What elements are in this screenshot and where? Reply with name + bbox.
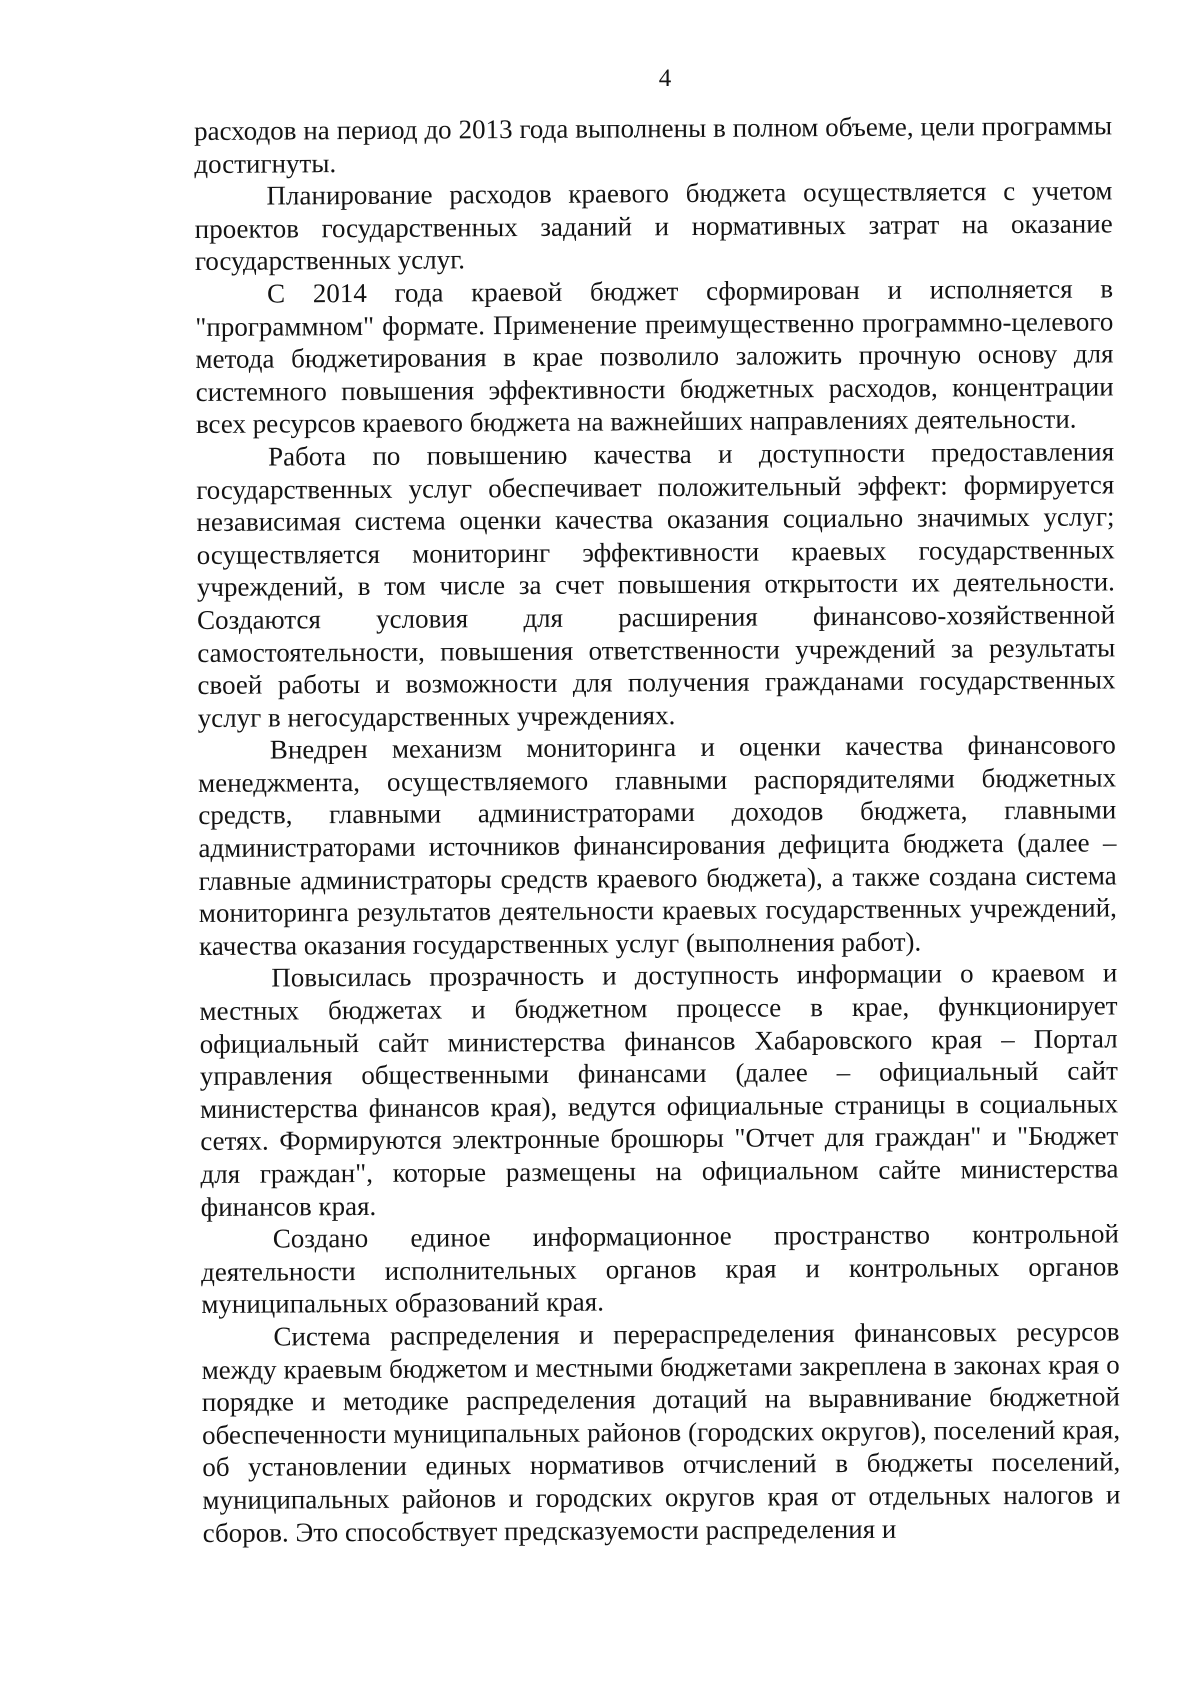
- paragraph-8: Система распределения и перераспределения финансовых ресурсов между краевым бюджетом и местными бюджетами закреплена в законах края о порядке и методике распределения дотаций на выравнивание бюджетной обеспеченности муниципальных районов (городских округов), поселений края, об установлении единых нормативов отчислений в бюджеты поселений, муниципальных районов и городских округов края от отдельных налогов и сборов. Это способствует предсказуемости распределения и: [201, 1316, 1121, 1548]
- paragraph-1: расходов на период до 2013 года выполнены в полном объеме, цели программы достигнуты.: [194, 110, 1113, 179]
- page-number: 4: [658, 65, 672, 92]
- paragraph-4: Работа по повышению качества и доступности предоставления государственных услуг обеспечивает положительный эффект: формируется независимая система оценки качества оказания социально значимых услуг; осуществляется мониторинг эффективности краевых государственных учреждений, в том числе за счет повышения открытости их деятельности. Создаются условия для расширения финансово-хозяйственной самостоятельности, повышения ответственности учреждений за результаты своей работы и возможности для получения гражданами государственных услуг в негосударственных учреждениях.: [196, 436, 1116, 733]
- paragraph-5: Внедрен механизм мониторинга и оценки качества финансового менеджмента, осуществляемого главными распорядителями бюджетных средств, главными администраторами доходов бюджета, главными администраторами источников финансирования дефицита бюджета (далее – главные администраторы средств краевого бюджета), а также создана система мониторинга результатов деятельности краевых государственных учреждений, качества оказания государственных услуг (выполнения работ).: [197, 729, 1117, 961]
- paragraph-7: Создано единое информационное пространство контрольной деятельности исполнительных органов края и контрольных органов муниципальных образований края.: [200, 1218, 1120, 1320]
- paragraph-3: С 2014 года краевой бюджет сформирован и исполняется в "программном" формате. Применение преимущественно программно-целевого метода бюджетирования в крае позволило заложить прочную основу для системного повышения эффективности бюджетных расходов, концентрации всех ресурсов краевого бюджета на важнейших направлениях деятельности.: [195, 273, 1114, 440]
- document-body: [194, 109, 1121, 1549]
- paragraph-6: Повысилась прозрачность и доступность информации о краевом и местных бюджетах и бюджетном процессе в крае, функционирует официальный сайт министерства финансов Хабаровского края – Портал управления общественными финансами (далее – официальный сайт министерства финансов края), ведутся официальные страницы в социальных сетях. Формируются электронные брошюры "Отчет для граждан" и "Бюджет для граждан", которые размещены на официальном сайте министерства финансов края.: [199, 957, 1119, 1222]
- paragraph-2: Планирование расходов краевого бюджета осуществляется с учетом проектов государственных заданий и нормативных затрат на оказание государственных услуг.: [194, 175, 1113, 277]
